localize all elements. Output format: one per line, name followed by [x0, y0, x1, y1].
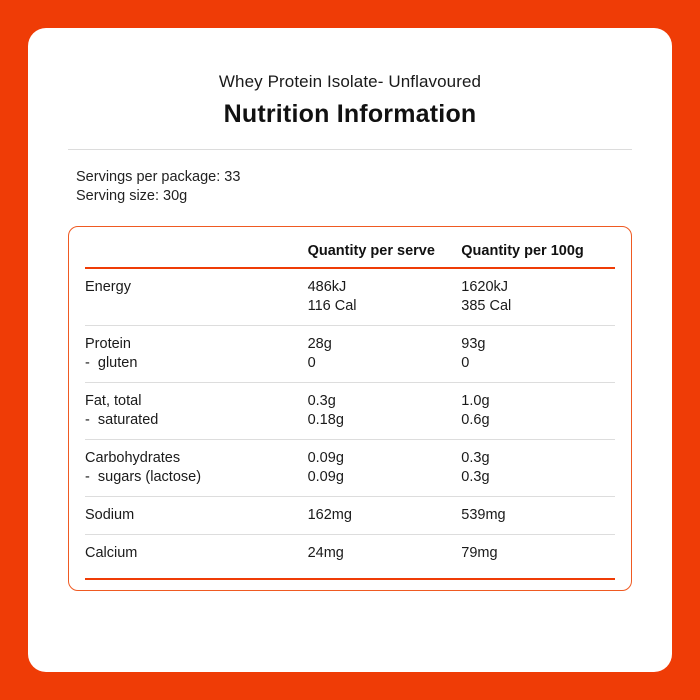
value-sub: 385 Cal	[461, 298, 512, 314]
row-label	[85, 326, 308, 383]
row-label	[85, 383, 308, 440]
value-sub: 0.3g	[461, 469, 490, 485]
nutrient-sub: - saturated	[85, 412, 159, 428]
row-serve-value	[308, 440, 462, 497]
value-main: 162mg	[307, 507, 352, 523]
nutrition-table	[85, 241, 615, 572]
row-label	[85, 440, 308, 497]
row-serve-value	[308, 326, 462, 383]
value-main: 486kJ	[307, 279, 347, 295]
row-per100-value	[461, 268, 615, 326]
value-sub: 0.18g	[307, 412, 344, 428]
nutrient-sub: - gluten	[85, 355, 138, 371]
value-main: 28g	[307, 336, 332, 352]
value-sub: 116 Cal	[307, 298, 357, 314]
serving-size: Serving size: 30g	[76, 188, 188, 204]
value-main: 0.09g	[307, 450, 344, 466]
table-row	[85, 535, 615, 573]
table-row	[85, 440, 615, 497]
table-bottom-rule	[85, 578, 615, 580]
nutrient-name: Energy	[85, 279, 131, 295]
product-name: Whey Protein Isolate- Unflavoured	[218, 72, 482, 91]
table-row	[85, 326, 615, 383]
value-sub: 0	[461, 355, 470, 371]
row-per100-value	[461, 535, 615, 573]
header-divider	[68, 149, 632, 150]
value-main: 1620kJ	[461, 279, 509, 295]
nutrition-card	[28, 28, 672, 672]
row-serve-value	[308, 268, 462, 326]
nutrient-name: Calcium	[85, 545, 138, 561]
column-header-per-serve: Quantity per serve	[308, 241, 462, 268]
table-row	[85, 497, 615, 535]
nutrient-sub: - sugars (lactose)	[85, 469, 202, 485]
value-main: 0.3g	[307, 393, 336, 409]
row-per100-value	[461, 440, 615, 497]
value-main: 93g	[461, 336, 486, 352]
table-row	[85, 383, 615, 440]
table-header-row	[85, 241, 615, 268]
page-title: Nutrition Information	[223, 100, 477, 128]
value-sub: 0.09g	[307, 469, 344, 485]
servings-per-package: Servings per package: 33	[76, 169, 241, 185]
row-label	[85, 497, 308, 535]
value-main: 79mg	[461, 545, 498, 561]
nutrient-name: Fat, total	[85, 393, 142, 409]
value-main: 1.0g	[461, 393, 490, 409]
row-label	[85, 268, 308, 326]
row-label	[85, 535, 308, 573]
value-sub: 0.6g	[461, 412, 490, 428]
column-header-per-100g: Quantity per 100g	[461, 241, 615, 268]
value-main: 0.3g	[461, 450, 490, 466]
value-sub: 0	[307, 355, 316, 371]
nutrient-name: Protein	[85, 336, 131, 352]
value-main: 24mg	[307, 545, 344, 561]
value-main: 539mg	[461, 507, 506, 523]
nutrition-table-box	[68, 226, 632, 591]
row-per100-value	[461, 497, 615, 535]
nutrient-name: Carbohydrates	[85, 450, 181, 466]
row-serve-value	[308, 383, 462, 440]
row-per100-value	[461, 383, 615, 440]
table-row	[85, 268, 615, 326]
row-per100-value	[461, 326, 615, 383]
column-header-nutrient	[85, 241, 308, 268]
servings-info	[68, 168, 632, 206]
row-serve-value	[308, 535, 462, 573]
row-serve-value	[308, 497, 462, 535]
nutrient-name: Sodium	[85, 507, 135, 523]
